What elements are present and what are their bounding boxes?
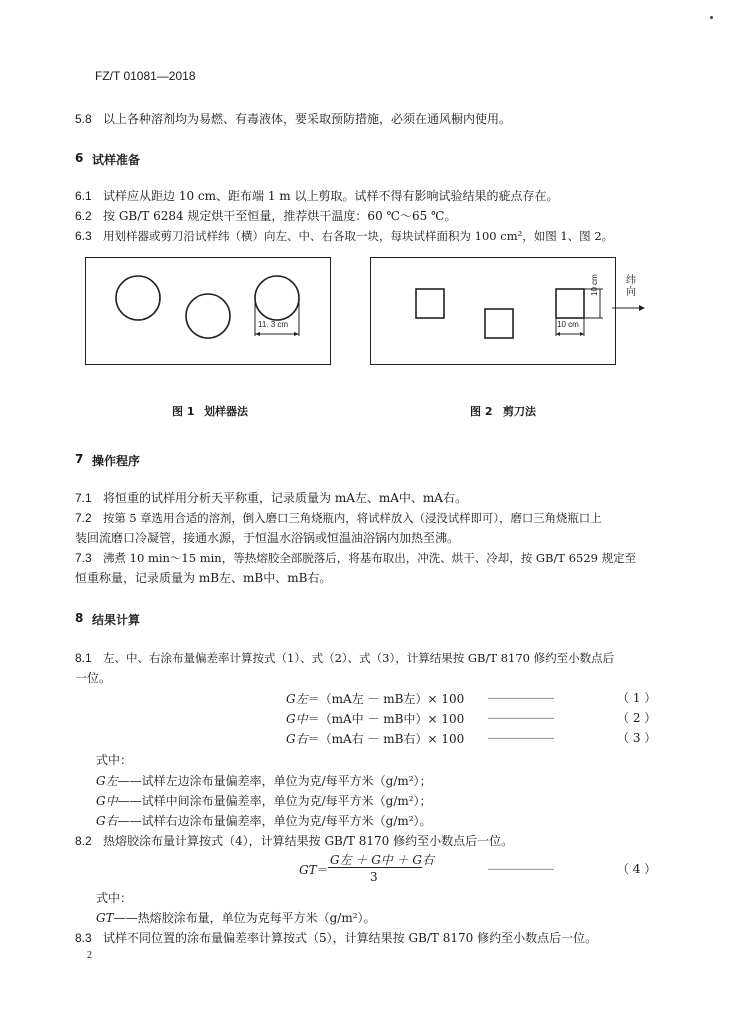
formula-2 [286,710,464,727]
figure-1-cutter-method [85,257,331,365]
formula-rhs: ＝（mA中 － mB中）× 100 [307,712,465,726]
fraction-bar [328,867,422,868]
definition-text: ——试样右边涂布量偏差率，单位为克/每平方米（g/m²）。 [117,814,432,828]
figure-2-caption-number: 图 2 [470,405,493,418]
definition-symbol: G左 [96,774,118,788]
formula-rhs: ＝（mA右 － mB右）× 100 [307,732,465,746]
clause-number: 7.1 [75,491,92,505]
scan-speck [710,16,713,19]
clause-text: 试样不同位置的涂布量偏差率计算按式（5），计算结果按 GB/T 8170 修约至小数点后一位。 [103,931,598,945]
clause-number: 7.2 [75,511,92,525]
clause-text: 用划样器或剪刀沿试样纬（横）向左、中、右各取一块，每块试样面积为 100 cm²，如图 1、图 2。 [103,229,614,243]
section-number: 6 [75,151,84,165]
figure-1-caption: 划样器法 [204,405,248,418]
definition-right [96,813,432,829]
page-number: 2 [87,950,92,961]
definition-symbol: GT [96,911,114,925]
weft-label [626,275,636,299]
formula-lhs: G右 [286,732,308,746]
definition-left [96,773,432,789]
clause-text: 左、中、右涂布量偏差率计算按式（1）、式（2）、式（3），计算结果按 GB/T 8170 修约至小数点后 [103,651,615,665]
section-title: 结果计算 [92,613,141,627]
weft-label-char: 纬 [626,275,636,286]
weft-label-char: 向 [626,287,636,298]
section-title: 操作程序 [92,454,141,468]
clause-number: 8.1 [75,651,92,665]
sample-circle-left [116,276,160,320]
formula-lhs: GT [299,863,317,877]
clause-text-continued: 装回流磨口冷凝管，接通水源，于恒温水浴锅或恒温油浴锅内加热至沸。 [75,531,460,545]
clause-text-continued: 一位。 [75,671,112,685]
formula-number: （ 3 ） [617,731,657,745]
width-label: 10 cm [557,320,579,329]
formula-number: （ 4 ） [617,862,657,876]
where-label: 式中： [96,891,133,905]
clause-number: 5.8 [75,112,92,126]
clause-text: 试样应从距边 10 cm、距布端 1 m 以上剪取。试样不得有影响试验结果的疵点存在。 [103,189,559,203]
sample-circle-middle [186,294,230,338]
figure-1-caption-number: 图 1 [172,405,195,418]
definition-middle [96,793,432,809]
figure-2-drawing [371,258,614,363]
sample-circle-right [255,276,299,320]
definition-text: ——试样中间涂布量偏差率，单位为克/每平方米（g/m²）； [117,794,432,808]
clause-text: 热熔胶涂布量计算按式（4），计算结果按 GB/T 8170 修约至小数点后一位。 [103,834,514,848]
clause-text: 按第 5 章选用合适的溶剂，倒入磨口三角烧瓶内，将试样放入（浸没试样即可），磨口三角烧瓶口上 [103,511,602,525]
definition-symbol: G中 [96,794,118,808]
leader-dots: …………………………… [488,712,555,723]
formula-rhs: ＝（mA左 － mB左）× 100 [307,692,465,706]
section-title: 试样准备 [92,153,141,167]
formula-3 [286,730,464,747]
formula-number: （ 1 ） [617,691,657,705]
where-label: 式中： [96,753,133,767]
formula-lhs: G中 [286,712,308,726]
clause-number: 7.3 [75,551,92,565]
leader-dots: …………………………… [488,692,555,703]
definition-text: ——试样左边涂布量偏差率，单位为克/每平方米（g/m²）； [117,774,432,788]
formula-4-numerator: G左 ＋ G中 ＋ G右 [330,853,435,867]
section-number: 7 [75,452,84,466]
formula-lhs: G左 [286,692,308,706]
sample-square-left [416,289,444,318]
clause-text: 以上各种溶剂均为易燃、有毒液体，要采取预防措施，必须在通风橱内使用。 [103,112,512,126]
formula-4-lhs [299,861,329,878]
leader-dots: …………………………… [488,732,555,743]
clause-number: 8.3 [75,931,92,945]
standard-code: FZ/T 01081—2018 [95,69,196,83]
weft-arrow [612,303,646,313]
sample-square-right [556,289,584,318]
clause-number: 6.3 [75,229,92,243]
definition-text: ——热熔胶涂布量，单位为克每平方米（g/m²）。 [113,911,376,925]
figure-2-scissors-method [370,257,616,365]
definition-symbol: G右 [96,814,118,828]
sample-square-middle [485,309,513,338]
clause-text: 按 GB/T 6284 规定烘干至恒量，推荐烘干温度：60 ℃～65 ℃。 [103,209,457,223]
clause-number: 6.2 [75,209,92,223]
figure-1-drawing [86,258,329,363]
figure-2-caption: 剪刀法 [503,405,536,418]
clause-number: 8.2 [75,834,92,848]
formula-number: （ 2 ） [617,711,657,725]
formula-1 [286,690,464,707]
clause-text: 沸煮 10 min～15 min，等热熔胶全部脱落后，将基布取出，冲洗、烘干、冷却，按 GB/T 6529 规定至 [103,551,637,565]
clause-text-continued: 恒重称量，记录质量为 mB左、mB中、mB右。 [75,571,332,585]
definition-total [96,910,376,926]
clause-number: 6.1 [75,189,92,203]
diameter-label: 11. 3 cm [258,320,289,329]
formula-4-denominator: 3 [370,870,378,884]
formula-equals: ＝ [316,863,329,877]
section-number: 8 [75,611,84,625]
leader-dots: …………………………… [488,863,555,874]
height-label: 10 cm [590,274,599,296]
clause-text: 将恒重的试样用分析天平称重，记录质量为 mA左、mA中、mA右。 [103,491,467,505]
